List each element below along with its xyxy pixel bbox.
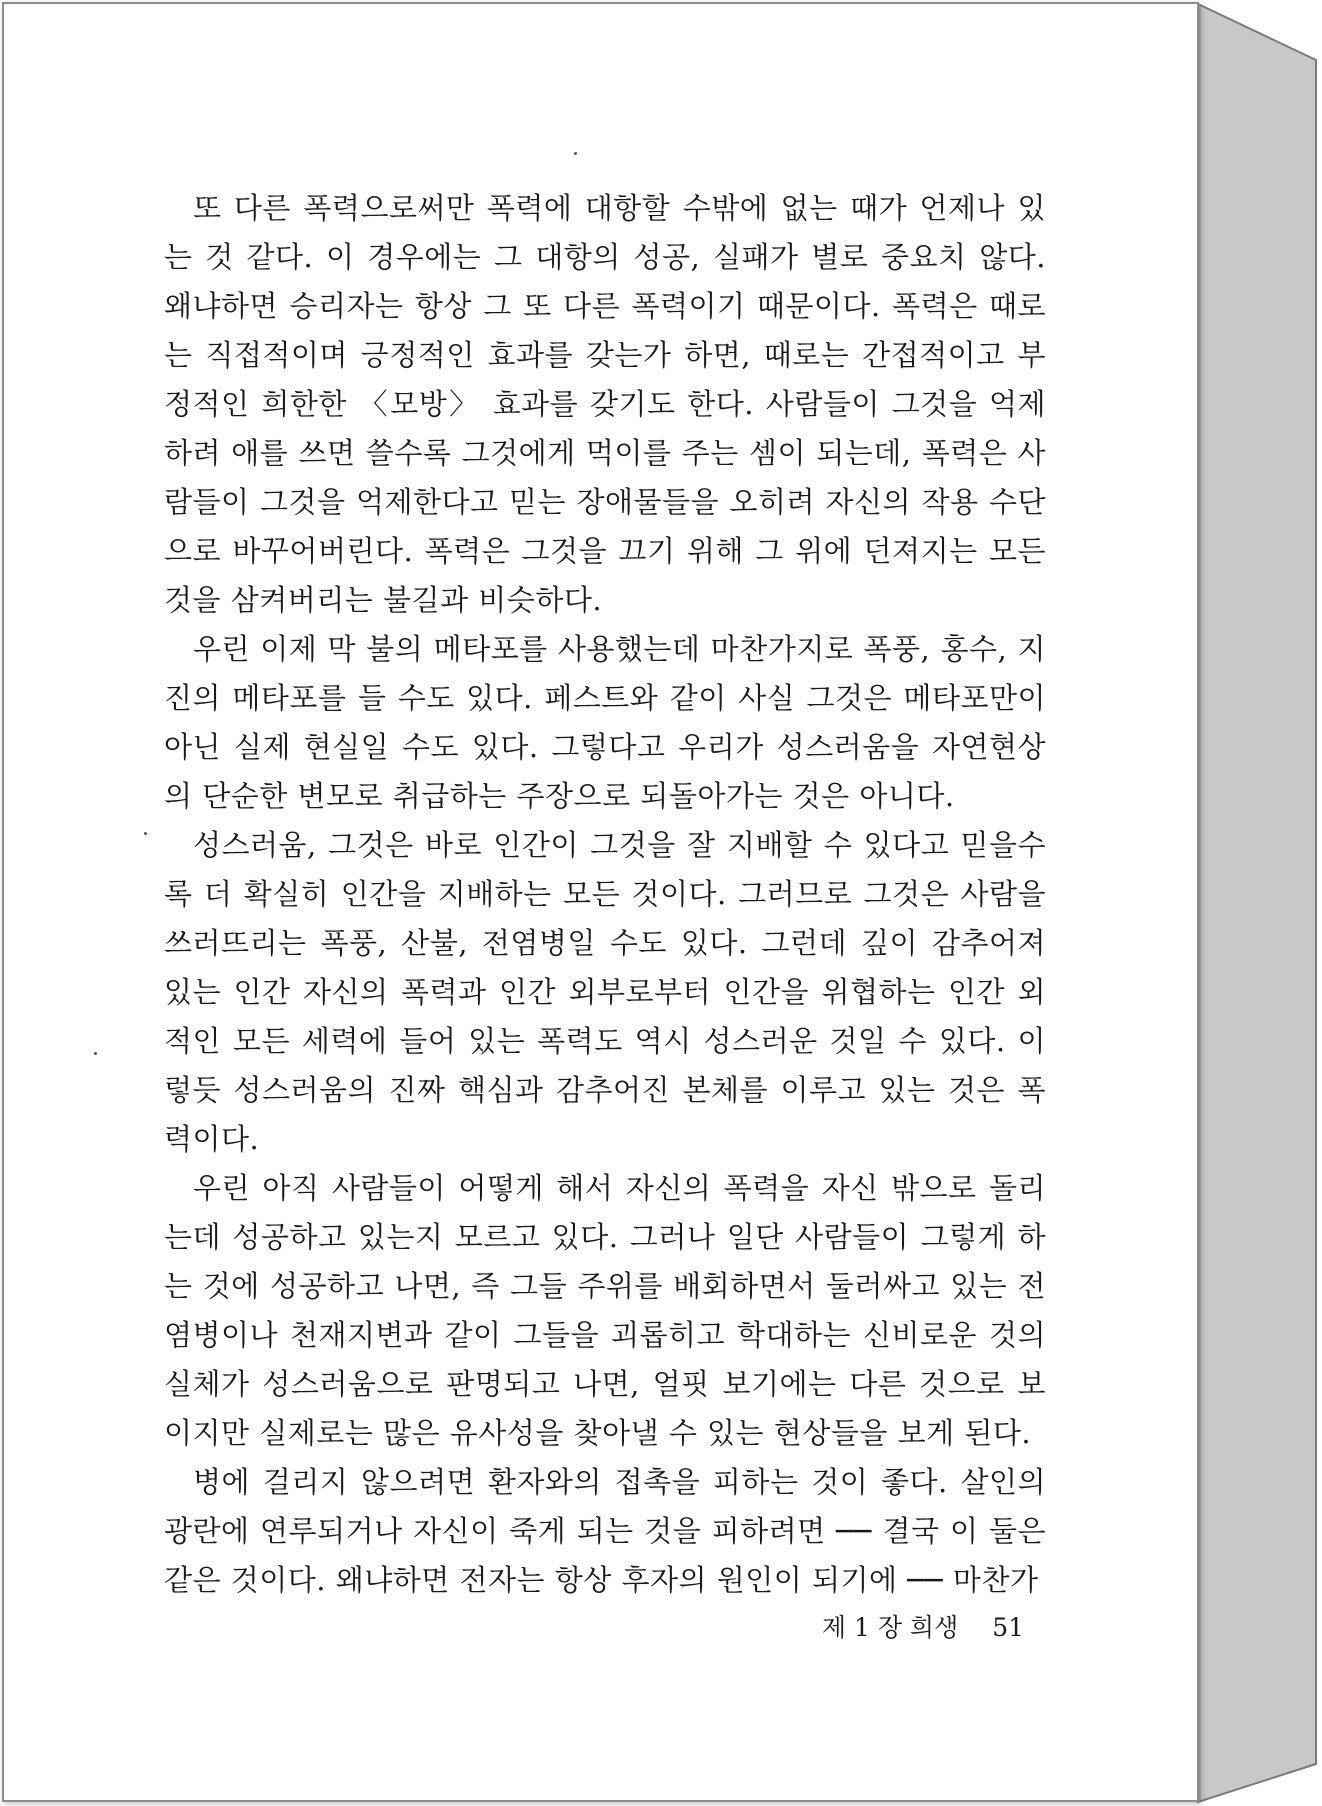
paragraph-5: 병에 걸리지 않으려면 환자와의 접촉을 피하는 것이 좋다. 살인의 광란에 연루되거나 자신이 죽게 되는 것을 피하려면 ── 결국 이 둘은 같은 것이다. 왜냐하면 전자는 항상 후자의 원인이 되기에 ── 마찬가 xyxy=(164,1465,1046,1597)
paragraph-1: 또 다른 폭력으로써만 폭력에 대항할 수밖에 없는 때가 언제나 있는 것 같다. 이 경우에는 그 대항의 성공, 실패가 별로 중요치 않다. 왜냐하면 승리자는 항상 그 또 다른 폭력이기 때문이다. 폭력은 때로는 직접적이며 긍정적인 효과를 갖는가 하면, 때로는 간접적이고 부정적인 희한한 〈모방〉 효과를 갖기도 한다. 사람들이 그것을 억제하려 애를 쓰면 쓸수록 그것에게 먹이를 주는 셈이 되는데, 폭력은 사람들이 그것을 억제한다고 믿는 장애물들을 오히려 자신의 작용 수단으로 바꾸어버린다. 폭력은 그것을 끄기 위해 그 위에 던져지는 모든 것을 삼켜버리는 불길과 비슷하다. xyxy=(164,191,1046,617)
scan-speck xyxy=(144,832,147,835)
scan-speck xyxy=(574,152,577,155)
book-side-face xyxy=(1198,4,1316,1802)
paragraph-4: 우린 아직 사람들이 어떻게 해서 자신의 폭력을 자신 밖으로 돌리는데 성공하고 있는지 모르고 있다. 그러나 일단 사람들이 그렇게 하는 것에 성공하고 나면, 즉 그들 주위를 배회하면서 둘러싸고 있는 전염병이나 천재지변과 같이 그들을 괴롭히고 학대하는 신비로운 것의 실체가 성스러움으로 판명되고 나면, 얼핏 보기에는 다른 것으로 보이지만 실제로는 많은 유사성을 찾아낼 수 있는 현상들을 보게 된다. xyxy=(164,1171,1046,1450)
paragraph-3: 성스러움, 그것은 바로 인간이 그것을 잘 지배할 수 있다고 믿을수록 더 확실히 인간을 지배하는 모든 것이다. 그러므로 그것은 사람을 쓰러뜨리는 폭풍, 산불, 전염병일 수도 있다. 그런데 깊이 감추어져 있는 인간 자신의 폭력과 인간 외부로부터 인간을 위협하는 인간 외적인 모든 세력에 들어 있는 폭력도 역시 성스러운 것일 수 있다. 이렇듯 성스러움의 진짜 핵심과 감추어진 본체를 이루고 있는 것은 폭력이다. xyxy=(164,828,1046,1156)
page-body-text xyxy=(164,184,1046,1605)
paragraph-2: 우린 이제 막 불의 메타포를 사용했는데 마찬가지로 폭풍, 홍수, 지진의 메타포를 들 수도 있다. 페스트와 같이 사실 그것은 메타포만이 아닌 실제 현실일 수도 있다. 그렇다고 우리가 성스러움을 자연현상의 단순한 변모로 취급하는 주장으로 되돌아가는 것은 아니다. xyxy=(164,632,1046,813)
scan-speck xyxy=(94,1052,97,1055)
chapter-title: 제 1 장 희생 xyxy=(821,1613,959,1642)
book-page xyxy=(2,2,1199,1802)
page-footer xyxy=(4,1608,1024,1644)
page-number: 51 xyxy=(992,1613,1024,1642)
